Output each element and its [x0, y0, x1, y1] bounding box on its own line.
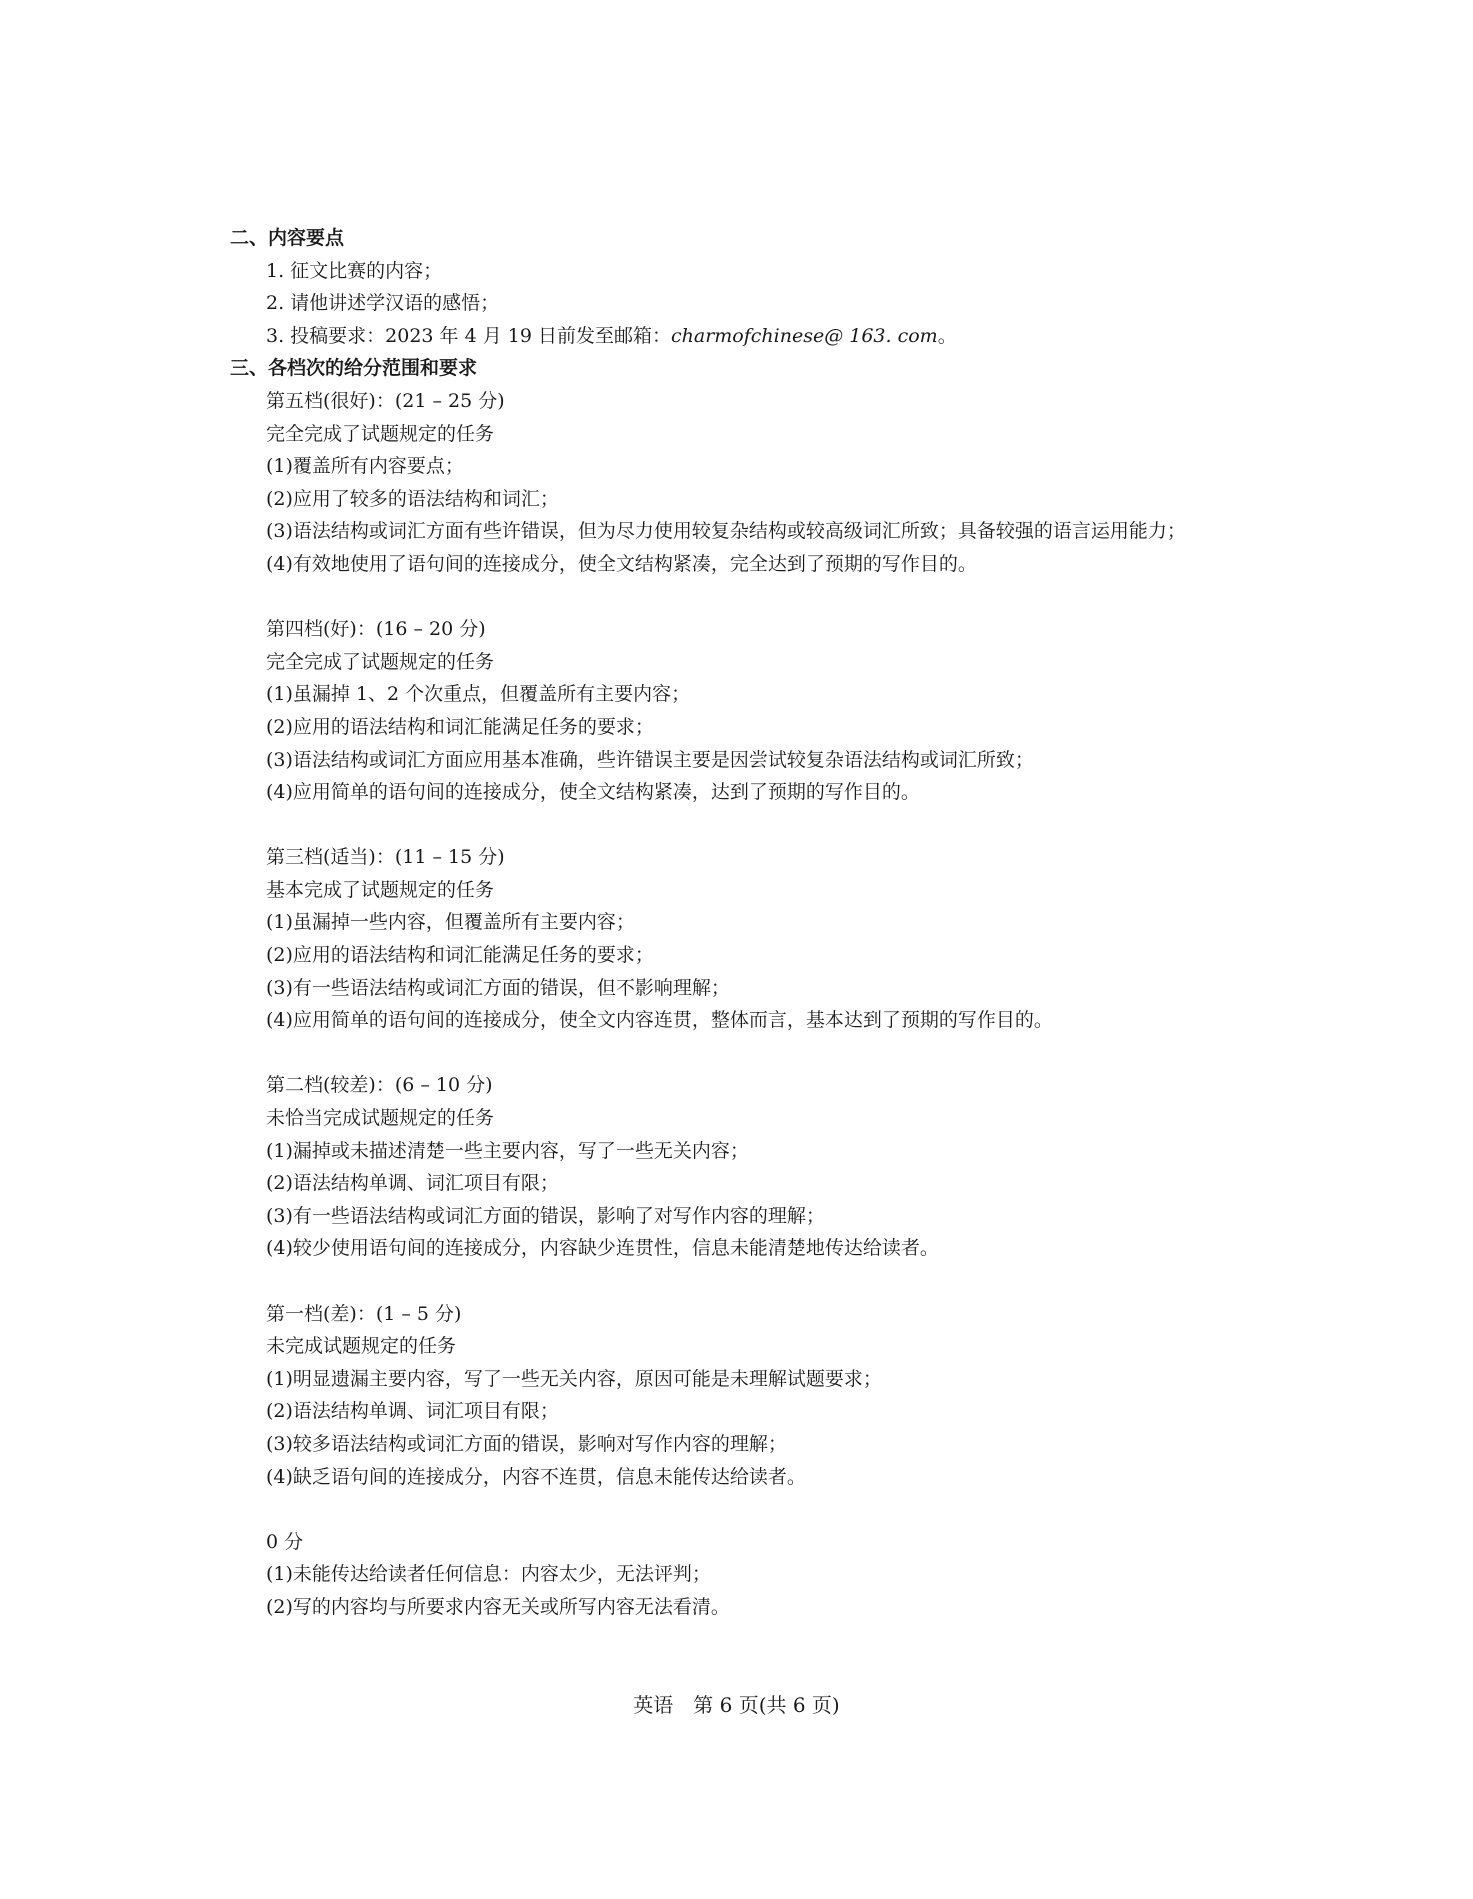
level-point: (2)语法结构单调、词汇项目有限； [266, 1400, 559, 1423]
level-title: 第四档(好)：(16 – 20 分) [266, 618, 486, 641]
level-summary: 未完成试题规定的任务 [266, 1335, 457, 1358]
submission-requirement-end: 。 [937, 324, 957, 347]
level-point: (1)漏掉或未描述清楚一些主要内容，写了一些无关内容； [266, 1139, 749, 1162]
level-point: (3)有一些语法结构或词汇方面的错误，影响了对写作内容的理解； [266, 1204, 825, 1227]
level-summary: 基本完成了试题规定的任务 [266, 878, 495, 901]
level-summary: 未恰当完成试题规定的任务 [266, 1107, 495, 1130]
level-point: (1)虽漏掉 1、2 个次重点，但覆盖所有主要内容； [266, 683, 691, 706]
grade-level-4 [230, 613, 1330, 809]
level-point: (2)应用了较多的语法结构和词汇； [266, 487, 559, 510]
level-title: 第五档(很好)：(21 – 25 分) [266, 389, 505, 412]
level-point: (2)写的内容均与所要求内容无关或所写内容无法看清。 [266, 1595, 730, 1618]
level-summary: 完全完成了试题规定的任务 [266, 650, 495, 673]
level-point: (2)应用的语法结构和词汇能满足任务的要求； [266, 944, 654, 967]
level-point: (3)较多语法结构或词汇方面的错误，影响对写作内容的理解； [266, 1432, 787, 1455]
level-point: (4)应用简单的语句间的连接成分，使全文结构紧凑，达到了预期的写作目的。 [266, 781, 920, 804]
level-title: 第三档(适当)：(11 – 15 分) [266, 846, 505, 869]
level-point: (4)有效地使用了语句间的连接成分，使全文结构紧凑，完全达到了预期的写作目的。 [266, 552, 977, 575]
content-point-3 [230, 320, 1330, 353]
level-point: (1)覆盖所有内容要点； [266, 455, 464, 478]
section-heading-grading-levels: 三、各档次的给分范围和要求 [230, 357, 478, 380]
level-point: (2)语法结构单调、词汇项目有限； [266, 1172, 559, 1195]
content-point-1: 1. 征文比赛的内容； [266, 259, 443, 282]
level-point: (4)应用简单的语句间的连接成分，使全文内容连贯，整体而言，基本达到了预期的写作目的。 [266, 1009, 1053, 1032]
level-point: (1)明显遗漏主要内容，写了一些无关内容，原因可能是未理解试题要求； [266, 1367, 882, 1390]
submission-email: charmofchinese@ 163. com [671, 324, 938, 347]
level-point: (4)缺乏语句间的连接成分，内容不连贯，信息未能传达给读者。 [266, 1465, 806, 1488]
level-point: (3)有一些语法结构或词汇方面的错误，但不影响理解； [266, 976, 730, 999]
page-footer: 英语 第 6 页(共 6 页) [633, 1693, 840, 1717]
level-title: 0 分 [266, 1530, 304, 1553]
level-point: (2)应用的语法结构和词汇能满足任务的要求； [266, 715, 654, 738]
level-point: (1)虽漏掉一些内容，但覆盖所有主要内容； [266, 911, 635, 934]
level-point: (3)语法结构或词汇方面应用基本准确，些许错误主要是因尝试较复杂语法结构或词汇所致； [266, 748, 1034, 771]
grade-level-1 [230, 1298, 1330, 1494]
level-point: (3)语法结构或词汇方面有些许错误，但为尽力使用较复杂结构或较高级词汇所致；具备较强的语言运用能力； [266, 520, 1186, 543]
level-point: (4)较少使用语句间的连接成分，内容缺少连贯性，信息未能清楚地传达给读者。 [266, 1237, 939, 1260]
level-point: (1)未能传达给读者任何信息：内容太少，无法评判； [266, 1563, 711, 1586]
grade-level-5 [230, 385, 1330, 581]
level-title: 第二档(较差)：(6 – 10 分) [266, 1074, 493, 1097]
page-content [230, 222, 1330, 1624]
section-heading-content-points: 二、内容要点 [230, 227, 345, 249]
grade-level-0 [230, 1526, 1330, 1624]
grade-level-2 [230, 1069, 1330, 1265]
submission-requirement-text: 3. 投稿要求：2023 年 4 月 19 日前发至邮箱： [266, 324, 671, 347]
grade-level-3 [230, 841, 1330, 1037]
level-title: 第一档(差)：(1 – 5 分) [266, 1302, 462, 1325]
content-point-2: 2. 请他讲述学汉语的感悟； [266, 292, 500, 315]
level-summary: 完全完成了试题规定的任务 [266, 422, 495, 445]
